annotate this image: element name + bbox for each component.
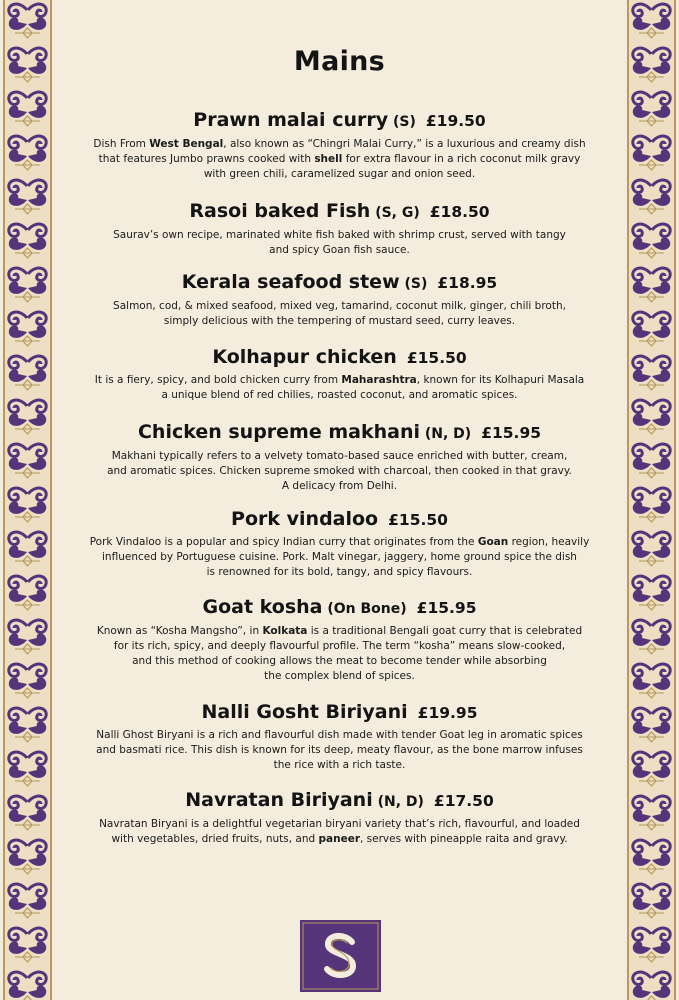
menu-item [70,595,609,684]
menu-item [70,270,609,329]
menu-item-heading [70,507,609,532]
description-line [70,669,609,684]
description-text: Saurav’s own recipe, marinated white fish baked with shrimp crust, served with tangy [113,229,566,241]
dietary-tags: (N, D) [372,794,424,810]
dish-name: Navratan Biriyani [185,789,373,811]
description-text: Known as “Kosha Mangsho”, in [96,625,263,637]
description-text: a unique blend of red chilies, roasted coconut, and aromatic spices. [161,389,518,401]
dish-name: Rasoi baked Fish [189,200,371,222]
description-text: for extra flavour in a rich coconut milk gravy [342,153,581,165]
highlighted-text: paneer [318,833,360,845]
dietary-tags: (S, G) [370,205,420,221]
menu-item [70,420,609,494]
menu-item [70,788,609,847]
description-text: Navratan Biryani is a delightful vegetarian biryani variety that’s rich, flavourful, and loaded [99,818,580,830]
right-decorative-border [627,0,676,1000]
paisley-pattern-icon [629,0,674,1000]
highlighted-text: West Bengal [149,138,224,150]
description-text: the complex blend of spices. [264,670,415,682]
menu-item [70,345,609,403]
description-line [70,449,609,464]
dish-name: Goat kosha [202,596,323,618]
description-text: , also known as “Chingri Malai Curry,” is a luxurious and creamy dish [223,138,586,150]
menu-item-heading [70,700,609,725]
dish-description [70,137,609,182]
description-text: and this method of cooking allows the meat to become tender while absorbing [132,655,547,667]
menu-item [70,700,609,773]
description-line [70,624,609,639]
dish-price: £18.50 [429,203,490,221]
dish-price: £15.50 [406,349,467,367]
highlighted-text: Kolkata [262,625,308,637]
description-text: influenced by Portuguese cuisine. Pork. Malt vinegar, jaggery, home ground spice the dish [102,551,577,563]
highlighted-text: shell [314,153,343,165]
dish-description [70,535,609,580]
dietary-tags: (S) [399,276,428,292]
description-line [70,243,609,258]
description-text: simply delicious with the tempering of mustard seed, curry leaves. [163,315,516,327]
dish-description [70,373,609,403]
description-line [70,373,609,388]
rasoi-s-logo-icon [300,920,381,992]
dish-price: £15.95 [416,599,477,617]
left-decorative-border [3,0,52,1000]
dish-description [70,449,609,494]
menu-item-heading [70,199,609,225]
description-text: Salmon, cod, & mixed seafood, mixed veg, tamarind, coconut milk, ginger, chili broth, [113,300,566,312]
description-text: , serves with pineapple raita and gravy. [360,833,568,845]
menu-item-heading [70,788,609,814]
menu-item [70,199,609,258]
description-line [70,743,609,758]
dish-name: Kerala seafood stew [181,271,400,293]
page-title: Mains [293,46,386,77]
description-line [70,654,609,669]
highlighted-text: Goan [477,536,509,548]
menu-item [70,507,609,580]
description-text: A delicacy from Delhi. [281,480,398,492]
dish-description [70,728,609,773]
description-text: Pork Vindaloo is a popular and spicy Indian curry that originates from the [89,536,478,548]
description-line [70,314,609,329]
dish-price: £15.50 [388,511,448,529]
description-line [70,167,609,182]
description-text: and spicy Goan fish sauce. [269,244,410,256]
dish-name: Nalli Gosht Biriyani [201,701,408,723]
description-line [70,464,609,479]
dish-name: Chicken supreme makhani [137,421,420,443]
menu-item-heading [70,595,609,621]
menu-item [70,108,609,182]
description-text: Makhani typically refers to a velvety tomato-based sauce enriched with butter, cream, [111,450,568,462]
description-text: for its rich, spicy, and deeply flavourful profile. The term “kosha” means slow-cooked, [113,640,566,652]
description-text: and basmati rice. This dish is known for its deep, meaty flavour, as the bone marrow infuses [96,744,583,756]
menu-item-heading [70,108,609,134]
description-text: the rice with a rich taste. [273,759,406,771]
description-line [70,479,609,494]
menu-item-heading [70,345,609,370]
dish-price: £15.95 [481,424,542,442]
dish-price: £17.50 [433,792,494,810]
description-line [70,228,609,243]
dish-price: £19.50 [425,112,486,130]
dish-description [70,817,609,847]
description-line [70,758,609,773]
description-text: with green chili, caramelized sugar and onion seed. [203,168,476,180]
description-text: and aromatic spices. Chicken supreme smoked with charcoal, then cooked in that gravy. [107,465,572,477]
menu-item-heading [70,420,609,446]
description-line [70,639,609,654]
menu-item-heading [70,270,609,296]
dish-name: Prawn malai curry [193,109,389,131]
description-line [70,137,609,152]
dish-name: Kolhapur chicken [212,346,397,368]
dish-name: Pork vindaloo [231,508,379,530]
description-line [70,299,609,314]
description-line [70,817,609,832]
description-line [70,728,609,743]
dish-price: £19.95 [417,704,478,722]
dietary-tags: (N, D) [420,426,472,442]
dish-description [70,228,609,258]
description-line [70,388,609,403]
paisley-pattern-icon [5,0,50,1000]
description-line [70,152,609,167]
description-line [70,565,609,580]
dietary-tags: (On Bone) [322,601,407,617]
description-text: is renowned for its bold, tangy, and spicy flavours. [206,566,473,578]
description-text: Dish From [93,138,150,150]
dietary-tags: (S) [388,114,416,130]
dish-description [70,624,609,684]
description-text: is a traditional Bengali goat curry that is celebrated [307,625,583,637]
description-text: that features Jumbo prawns cooked with [98,153,315,165]
description-text: with vegetables, dried fruits, nuts, and [111,833,319,845]
description-line [70,550,609,565]
highlighted-text: Maharashtra [341,374,417,386]
dish-price: £18.95 [437,274,498,292]
description-line [70,832,609,847]
description-text: Nalli Ghost Biryani is a rich and flavourful dish made with tender Goat leg in aromatic spices [96,729,583,741]
description-line [70,535,609,550]
dish-description [70,299,609,329]
description-text: It is a fiery, spicy, and bold chicken curry from [94,374,342,386]
description-text: , known for its Kolhapuri Masala [416,374,585,386]
restaurant-logo [300,920,381,992]
description-text: region, heavily [508,536,590,548]
